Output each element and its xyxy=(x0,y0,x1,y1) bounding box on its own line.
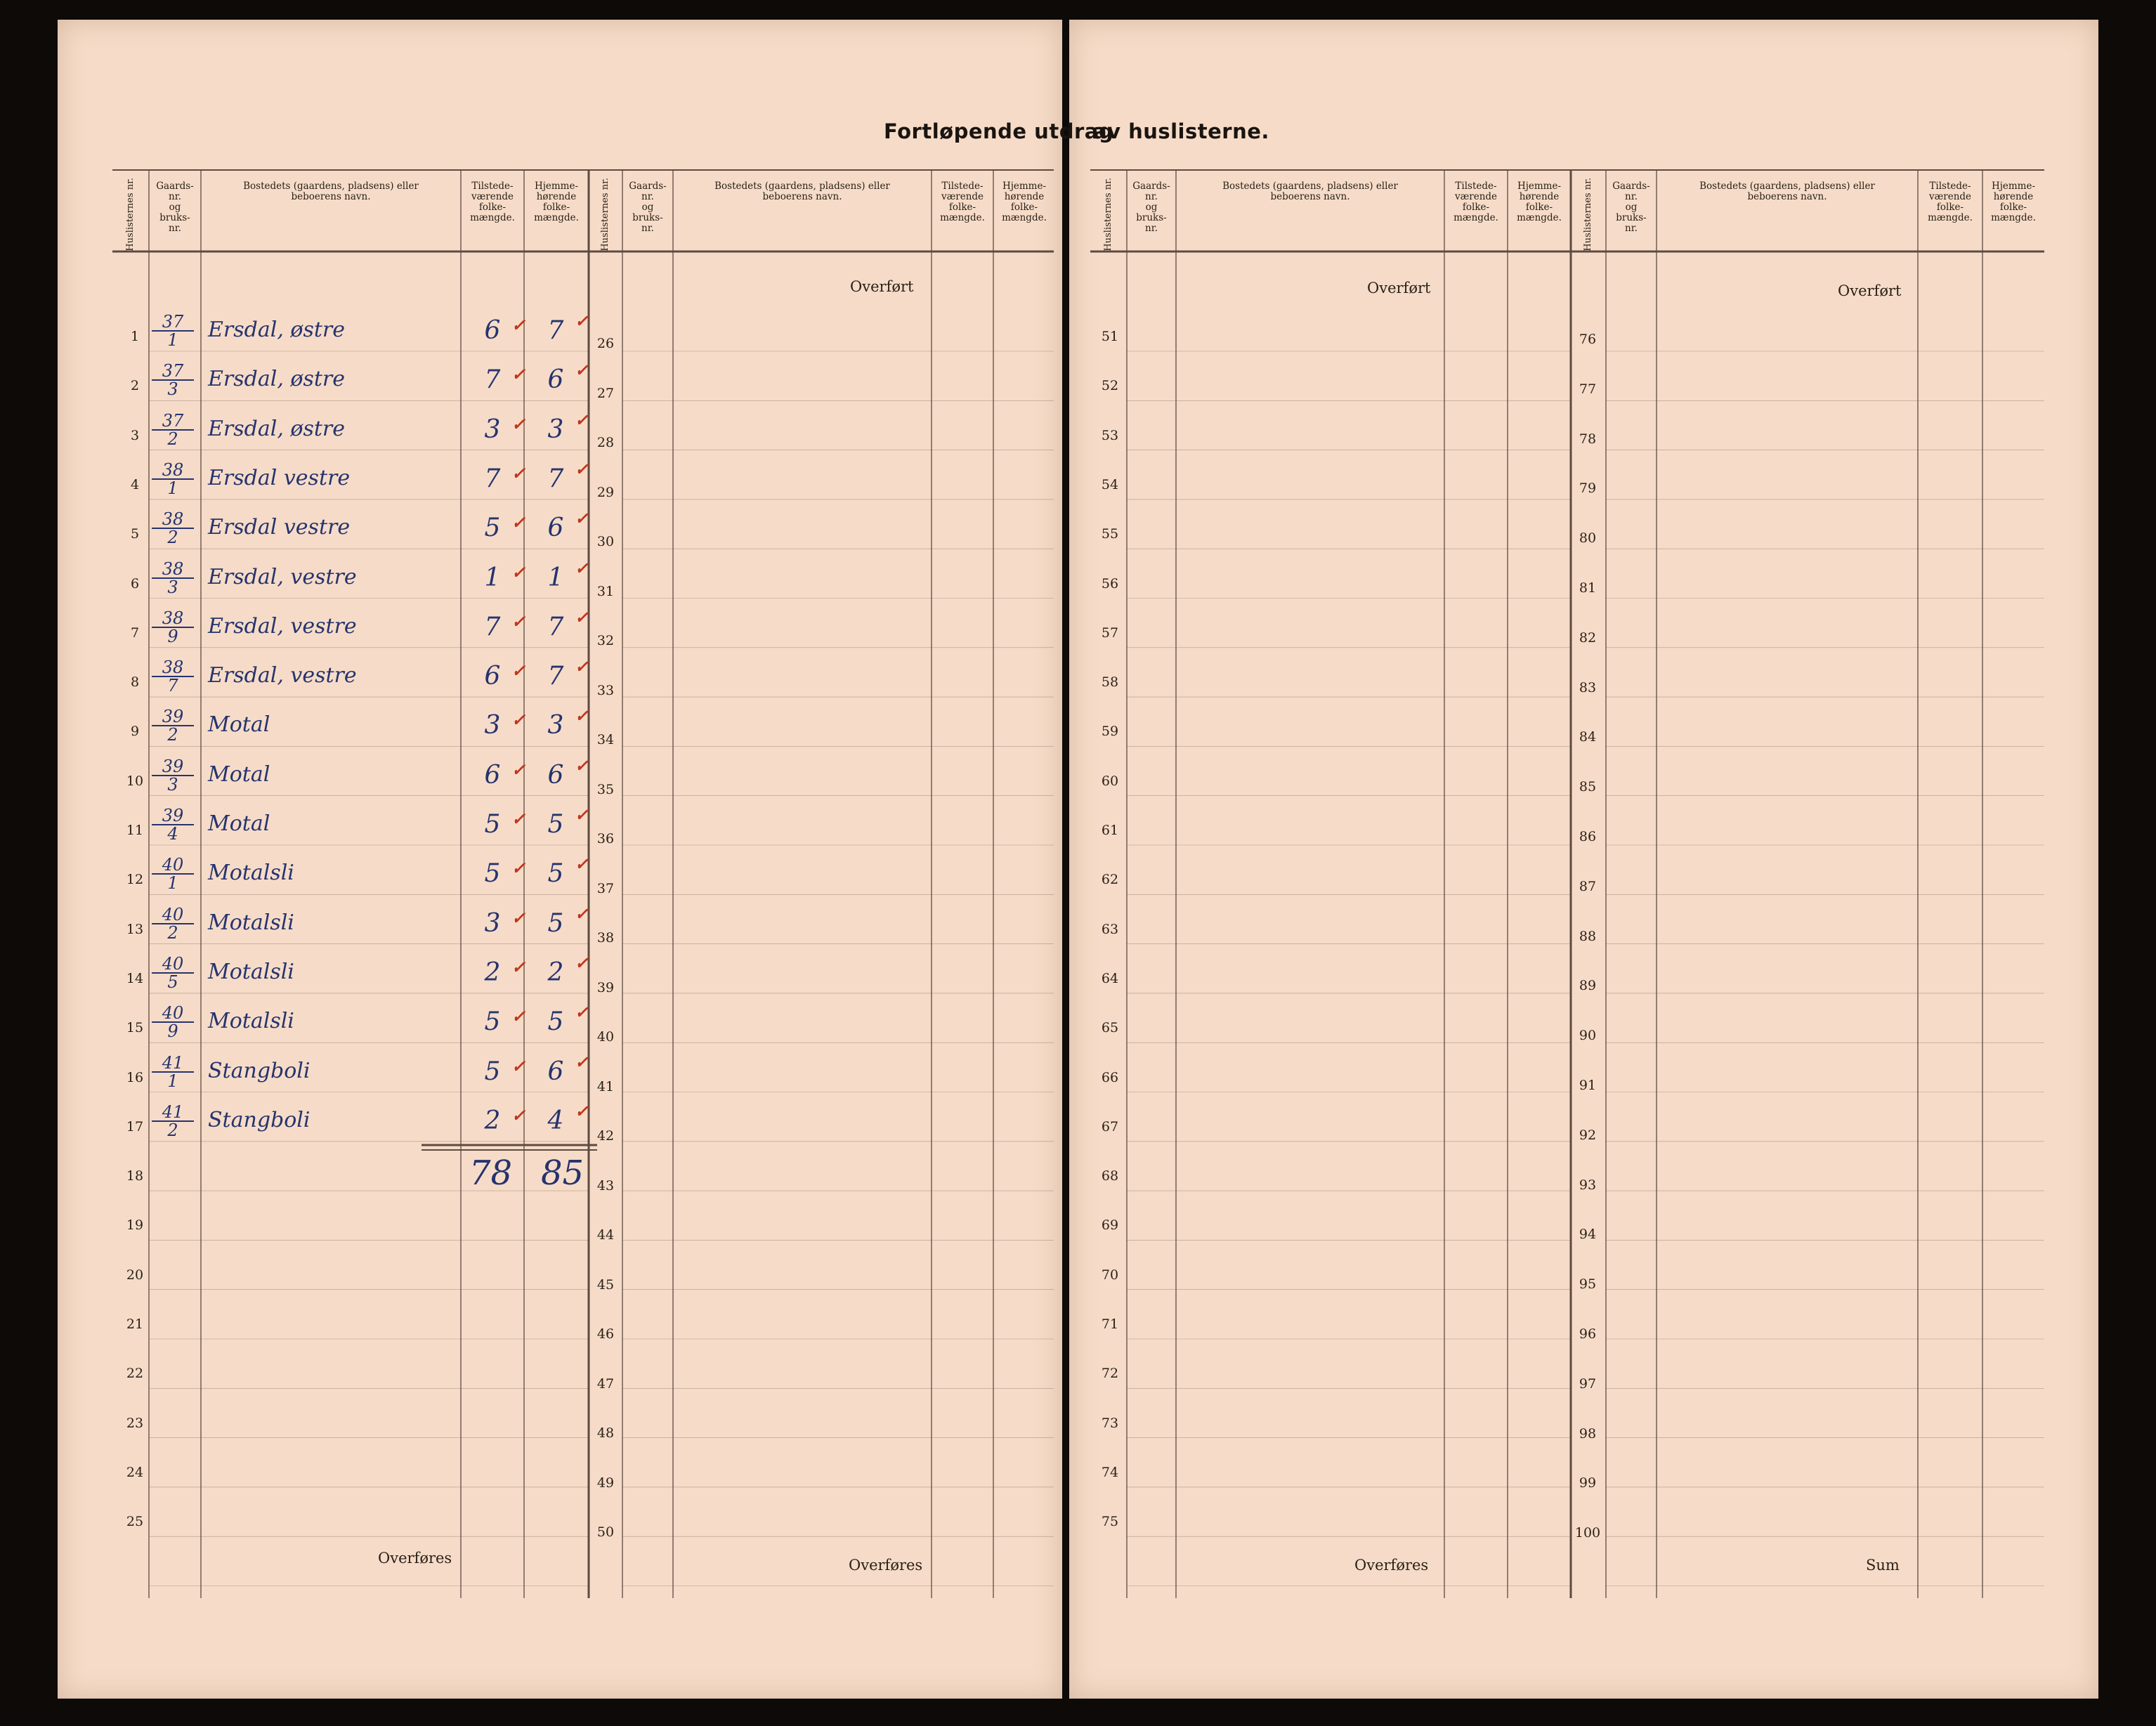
check-mark: ✓ xyxy=(511,710,526,731)
title-left: Fortløpende utdrag xyxy=(884,119,1114,143)
total-hjemme: 85 xyxy=(541,1153,584,1193)
gaards-nr: 38 xyxy=(152,610,194,628)
tilstede-count: 7 xyxy=(484,464,501,493)
check-mark: ✓ xyxy=(575,705,589,726)
check-mark: ✓ xyxy=(575,409,589,430)
row-number: 63 xyxy=(1101,921,1119,937)
row-number: 38 xyxy=(596,930,615,946)
check-mark: ✓ xyxy=(575,754,589,776)
row-number: 27 xyxy=(596,385,615,401)
row-number: 44 xyxy=(596,1227,615,1243)
hjemme-count: 5 xyxy=(547,859,564,889)
header-gaards-nr-1: Gaards- nr. og bruks- nr. xyxy=(156,181,194,234)
row-number: 13 xyxy=(126,921,144,937)
hjemme-count: 6 xyxy=(547,1057,564,1086)
tilstede-count: 2 xyxy=(484,1106,501,1135)
bruks-nr: 1 xyxy=(167,330,178,350)
gaards-bruks-nr xyxy=(152,1005,194,1040)
row-number: 89 xyxy=(1579,978,1597,994)
row-number: 72 xyxy=(1101,1366,1119,1382)
header-husliste-nr-2: Huslisternes nr. xyxy=(600,177,610,251)
sum-label: Sum xyxy=(1866,1557,1900,1574)
row-number: 90 xyxy=(1579,1028,1597,1044)
row-number: 11 xyxy=(126,823,144,838)
row-number: 58 xyxy=(1101,674,1119,691)
hjemme-count: 7 xyxy=(547,464,564,493)
check-mark: ✓ xyxy=(511,660,526,681)
row-number: 26 xyxy=(596,336,615,351)
row-number: 79 xyxy=(1579,480,1597,497)
gaards-nr: 38 xyxy=(152,659,194,677)
header-gaards-nr-4: Gaards- nr. og bruks- nr. xyxy=(1612,181,1650,234)
row-number: 19 xyxy=(126,1217,144,1234)
row-number: 48 xyxy=(596,1425,615,1441)
header-bosted-3: Bostedets (gaardens, pladsens) eller beboerens navn. xyxy=(1222,181,1398,202)
gaards-nr: 39 xyxy=(152,708,194,726)
header-husliste-nr-3: Huslisternes nr. xyxy=(1103,177,1113,251)
tilstede-count: 1 xyxy=(484,563,501,592)
row-number: 31 xyxy=(596,583,615,599)
overfores-label-1: Overføres xyxy=(378,1550,452,1567)
gaards-nr: 41 xyxy=(152,1104,194,1122)
check-mark: ✓ xyxy=(575,952,589,973)
gaards-bruks-nr xyxy=(152,511,194,546)
gaards-nr: 39 xyxy=(152,807,194,825)
row-number: 37 xyxy=(596,880,615,896)
row-number: 92 xyxy=(1579,1127,1597,1143)
bruks-nr: 7 xyxy=(167,676,178,696)
bruks-nr: 9 xyxy=(167,1021,178,1042)
hjemme-count: 5 xyxy=(547,908,564,938)
row-number: 25 xyxy=(126,1514,144,1530)
check-mark: ✓ xyxy=(511,315,526,335)
row-number: 71 xyxy=(1101,1316,1119,1332)
row-number: 65 xyxy=(1101,1020,1119,1036)
row-number: 67 xyxy=(1101,1118,1119,1135)
header-hjemme-4: Hjemme- hørende folke- mængde. xyxy=(1991,181,2036,223)
row-number: 80 xyxy=(1579,530,1597,547)
check-mark: ✓ xyxy=(575,804,589,825)
header-bosted-4: Bostedets (gaardens, pladsens) eller beboerens navn. xyxy=(1699,181,1875,202)
place-name: Ersdal vestre xyxy=(208,515,351,540)
row-number: 78 xyxy=(1579,431,1597,447)
row-number: 52 xyxy=(1101,378,1119,394)
row-number: 88 xyxy=(1579,928,1597,944)
header-tilstede-3: Tilstede- værende folke- mængde. xyxy=(1453,181,1498,223)
bruks-nr: 4 xyxy=(167,824,178,844)
row-number: 40 xyxy=(596,1029,615,1045)
gaards-bruks-nr xyxy=(152,758,194,793)
overfores-label-3: Overføres xyxy=(1354,1557,1429,1574)
bruks-nr: 2 xyxy=(167,725,178,745)
gaards-nr: 38 xyxy=(152,462,194,480)
row-number: 5 xyxy=(130,526,140,542)
row-number: 54 xyxy=(1101,476,1119,492)
row-number: 14 xyxy=(126,970,144,986)
gaards-bruks-nr xyxy=(152,1101,194,1140)
tilstede-count: 5 xyxy=(484,1007,501,1037)
place-name: Motalsli xyxy=(208,910,294,935)
place-name: Motalsli xyxy=(208,861,294,886)
row-number: 10 xyxy=(126,773,144,789)
row-number: 42 xyxy=(596,1128,615,1144)
gaards-nr: 41 xyxy=(152,1054,194,1073)
row-number: 6 xyxy=(130,575,140,591)
gaards-nr: 38 xyxy=(152,561,194,579)
bruks-nr: 2 xyxy=(167,429,178,449)
row-number: 84 xyxy=(1579,729,1597,745)
row-number: 68 xyxy=(1101,1168,1119,1184)
row-number: 3 xyxy=(130,427,140,443)
gaards-nr: 40 xyxy=(152,1005,194,1023)
row-number: 82 xyxy=(1579,629,1597,646)
place-name: Motalsli xyxy=(208,1009,294,1034)
place-name: Motal xyxy=(208,712,270,738)
check-mark: ✓ xyxy=(511,858,526,879)
gaards-nr: 37 xyxy=(152,313,194,332)
check-mark: ✓ xyxy=(511,759,526,780)
row-number: 83 xyxy=(1579,679,1597,695)
check-mark: ✓ xyxy=(511,809,526,829)
bruks-nr: 1 xyxy=(167,478,178,498)
tilstede-count: 6 xyxy=(484,662,501,691)
bruks-nr: 1 xyxy=(167,873,178,894)
row-number: 8 xyxy=(130,674,140,691)
tilstede-count: 5 xyxy=(484,1057,501,1086)
place-name: Ersdal vestre xyxy=(208,465,351,490)
check-mark: ✓ xyxy=(511,462,526,483)
row-number: 73 xyxy=(1101,1415,1119,1431)
row-number: 99 xyxy=(1579,1475,1597,1491)
gaards-bruks-nr xyxy=(152,558,194,597)
gaards-bruks-nr xyxy=(152,955,194,991)
check-mark: ✓ xyxy=(511,512,526,533)
tilstede-count: 2 xyxy=(484,957,501,987)
gaards-bruks-nr xyxy=(152,906,194,941)
bruks-nr: 2 xyxy=(167,922,178,943)
header-bosted-2: Bostedets (gaardens, pladsens) eller beboerens navn. xyxy=(714,181,890,202)
row-number: 49 xyxy=(596,1475,615,1491)
overfort-label-3: Overført xyxy=(1838,282,1902,299)
row-number: 87 xyxy=(1579,878,1597,894)
row-number: 1 xyxy=(130,329,140,344)
header-hjemme-2: Hjemme- hørende folke- mængde. xyxy=(1002,181,1047,223)
row-number: 62 xyxy=(1101,872,1119,888)
tilstede-count: 5 xyxy=(484,810,501,839)
check-mark: ✓ xyxy=(511,364,526,385)
header-hjemme-1: Hjemme- hørende folke- mængde. xyxy=(534,181,579,223)
check-mark: ✓ xyxy=(575,1051,589,1072)
check-mark: ✓ xyxy=(511,1104,526,1125)
bruks-nr: 3 xyxy=(167,379,178,400)
bruks-nr: 2 xyxy=(167,1120,178,1140)
row-number: 59 xyxy=(1101,724,1119,740)
overfort-label-2: Overført xyxy=(1367,280,1431,296)
header-tilstede-1: Tilstede- værende folke- mængde. xyxy=(470,181,515,223)
gaards-bruks-nr xyxy=(152,855,194,894)
row-number: 77 xyxy=(1579,381,1597,397)
check-mark: ✓ xyxy=(511,907,526,928)
tilstede-count: 3 xyxy=(484,711,501,740)
gaards-bruks-nr xyxy=(152,708,194,743)
row-number: 47 xyxy=(596,1375,615,1392)
bruks-nr: 3 xyxy=(167,577,178,597)
row-number: 21 xyxy=(126,1316,144,1332)
row-number: 17 xyxy=(126,1118,144,1135)
bruks-nr: 1 xyxy=(167,1071,178,1091)
gaards-bruks-nr xyxy=(152,412,194,447)
hjemme-count: 7 xyxy=(547,612,564,641)
gaards-bruks-nr xyxy=(152,362,194,398)
row-number: 57 xyxy=(1101,625,1119,641)
gaards-nr: 40 xyxy=(152,955,194,974)
check-mark: ✓ xyxy=(575,1100,589,1121)
header-bosted-1: Bostedets (gaardens, pladsens) eller beboerens navn. xyxy=(243,181,419,202)
row-number: 69 xyxy=(1101,1217,1119,1234)
place-name: Ersdal, østre xyxy=(208,416,345,441)
row-number: 20 xyxy=(126,1267,144,1283)
hjemme-count: 7 xyxy=(547,316,564,345)
row-number: 28 xyxy=(596,435,615,450)
title-right: av huslisterne. xyxy=(1093,119,1269,143)
place-name: Motal xyxy=(208,811,270,836)
check-mark: ✓ xyxy=(575,606,589,627)
hjemme-count: 2 xyxy=(547,957,564,987)
row-number: 23 xyxy=(126,1415,144,1431)
header-tilstede-2: Tilstede- værende folke- mængde. xyxy=(940,181,985,223)
row-number: 4 xyxy=(130,476,140,492)
gaards-bruks-nr xyxy=(152,807,194,842)
row-number: 98 xyxy=(1579,1425,1597,1441)
check-mark: ✓ xyxy=(511,956,526,977)
row-number: 75 xyxy=(1101,1514,1119,1530)
bruks-nr: 9 xyxy=(167,626,178,646)
tilstede-count: 7 xyxy=(484,365,501,395)
place-name: Stangboli xyxy=(208,1058,311,1083)
place-name: Ersdal, vestre xyxy=(208,564,357,589)
overfort-label-1: Overført xyxy=(850,278,914,295)
gaards-nr: 39 xyxy=(152,758,194,776)
header-gaards-nr-3: Gaards- nr. og bruks- nr. xyxy=(1132,181,1170,234)
row-number: 94 xyxy=(1579,1227,1597,1243)
place-name: Ersdal, vestre xyxy=(208,663,357,688)
check-mark: ✓ xyxy=(575,903,589,924)
row-number: 64 xyxy=(1101,970,1119,986)
check-mark: ✓ xyxy=(575,854,589,875)
row-number: 29 xyxy=(596,484,615,500)
check-mark: ✓ xyxy=(575,458,589,479)
tilstede-count: 5 xyxy=(484,859,501,889)
row-number: 39 xyxy=(596,979,615,995)
place-name: Motal xyxy=(208,761,270,787)
row-number: 2 xyxy=(130,378,140,394)
check-mark: ✓ xyxy=(575,310,589,331)
bruks-nr: 3 xyxy=(167,774,178,795)
row-number: 86 xyxy=(1579,829,1597,844)
hjemme-count: 5 xyxy=(547,1007,564,1037)
hjemme-count: 5 xyxy=(547,810,564,839)
row-number: 96 xyxy=(1579,1326,1597,1342)
row-number: 81 xyxy=(1579,580,1597,596)
row-number: 51 xyxy=(1101,329,1119,344)
check-mark: ✓ xyxy=(511,413,526,434)
check-mark: ✓ xyxy=(575,656,589,677)
row-number: 34 xyxy=(596,732,615,747)
bruks-nr: 5 xyxy=(167,972,178,992)
row-number: 12 xyxy=(126,872,144,888)
row-number: 100 xyxy=(1574,1525,1601,1541)
row-number: 15 xyxy=(126,1020,144,1036)
gaards-bruks-nr xyxy=(152,459,194,498)
row-number: 43 xyxy=(596,1177,615,1194)
gaards-nr: 37 xyxy=(152,362,194,381)
check-mark: ✓ xyxy=(575,508,589,529)
header-tilstede-4: Tilstede- værende folke- mængde. xyxy=(1928,181,1973,223)
hjemme-count: 3 xyxy=(547,414,564,444)
place-name: Motalsli xyxy=(208,959,294,984)
row-number: 50 xyxy=(596,1524,615,1540)
hjemme-count: 6 xyxy=(547,760,564,790)
tilstede-count: 5 xyxy=(484,514,501,543)
row-number: 41 xyxy=(596,1078,615,1094)
gaards-bruks-nr xyxy=(152,659,194,694)
place-name: Ersdal, vestre xyxy=(208,613,357,639)
header-husliste-nr-1: Huslisternes nr. xyxy=(125,177,136,251)
row-number: 70 xyxy=(1101,1267,1119,1283)
tilstede-count: 6 xyxy=(484,760,501,790)
place-name: Ersdal, østre xyxy=(208,367,345,392)
hjemme-count: 7 xyxy=(547,662,564,691)
hjemme-count: 3 xyxy=(547,711,564,740)
gaards-nr: 37 xyxy=(152,412,194,431)
row-number: 36 xyxy=(596,831,615,846)
hjemme-count: 6 xyxy=(547,365,564,395)
gaards-bruks-nr xyxy=(152,313,194,348)
header-husliste-nr-4: Huslisternes nr. xyxy=(1583,177,1593,251)
row-number: 60 xyxy=(1101,773,1119,789)
row-number: 74 xyxy=(1101,1464,1119,1480)
gaards-nr: 38 xyxy=(152,511,194,529)
row-number: 30 xyxy=(596,534,615,549)
row-number: 22 xyxy=(126,1366,144,1382)
check-mark: ✓ xyxy=(575,1002,589,1023)
header-gaards-nr-2: Gaards- nr. og bruks- nr. xyxy=(629,181,667,234)
row-number: 56 xyxy=(1101,575,1119,591)
row-number: 76 xyxy=(1579,332,1597,347)
row-number: 61 xyxy=(1101,823,1119,838)
check-mark: ✓ xyxy=(575,360,589,381)
place-name: Stangboli xyxy=(208,1107,311,1132)
tilstede-count: 7 xyxy=(484,612,501,641)
row-number: 35 xyxy=(596,781,615,797)
row-number: 16 xyxy=(126,1069,144,1085)
bruks-nr: 2 xyxy=(167,528,178,548)
hjemme-count: 6 xyxy=(547,514,564,543)
overfores-label-2: Overføres xyxy=(849,1557,923,1574)
row-number: 45 xyxy=(596,1276,615,1293)
check-mark: ✓ xyxy=(511,1006,526,1027)
row-number: 93 xyxy=(1579,1177,1597,1193)
row-number: 85 xyxy=(1579,779,1597,795)
gaards-bruks-nr xyxy=(152,1054,194,1090)
place-name: Ersdal, østre xyxy=(208,318,345,342)
hjemme-count: 4 xyxy=(547,1106,564,1135)
row-number: 18 xyxy=(126,1168,144,1184)
row-number: 9 xyxy=(130,724,140,740)
gaards-bruks-nr xyxy=(152,610,194,645)
row-number: 32 xyxy=(596,633,615,648)
hjemme-count: 1 xyxy=(547,563,564,592)
check-mark: ✓ xyxy=(511,1055,526,1076)
row-number: 7 xyxy=(130,625,140,641)
header-hjemme-3: Hjemme- hørende folke- mængde. xyxy=(1517,181,1562,223)
row-number: 24 xyxy=(126,1464,144,1480)
tilstede-count: 3 xyxy=(484,908,501,938)
gaards-nr: 40 xyxy=(152,856,194,875)
check-mark: ✓ xyxy=(575,557,589,578)
row-number: 53 xyxy=(1101,427,1119,443)
check-mark: ✓ xyxy=(511,561,526,582)
row-number: 55 xyxy=(1101,526,1119,542)
row-number: 91 xyxy=(1579,1078,1597,1093)
check-mark: ✓ xyxy=(511,610,526,632)
row-number: 46 xyxy=(596,1326,615,1342)
gaards-nr: 40 xyxy=(152,906,194,924)
row-number: 97 xyxy=(1579,1375,1597,1392)
row-number: 66 xyxy=(1101,1069,1119,1085)
total-tilstede: 78 xyxy=(469,1153,513,1193)
tilstede-count: 3 xyxy=(484,414,501,444)
row-number: 33 xyxy=(596,682,615,698)
row-number: 95 xyxy=(1579,1276,1597,1293)
tilstede-count: 6 xyxy=(484,316,501,345)
